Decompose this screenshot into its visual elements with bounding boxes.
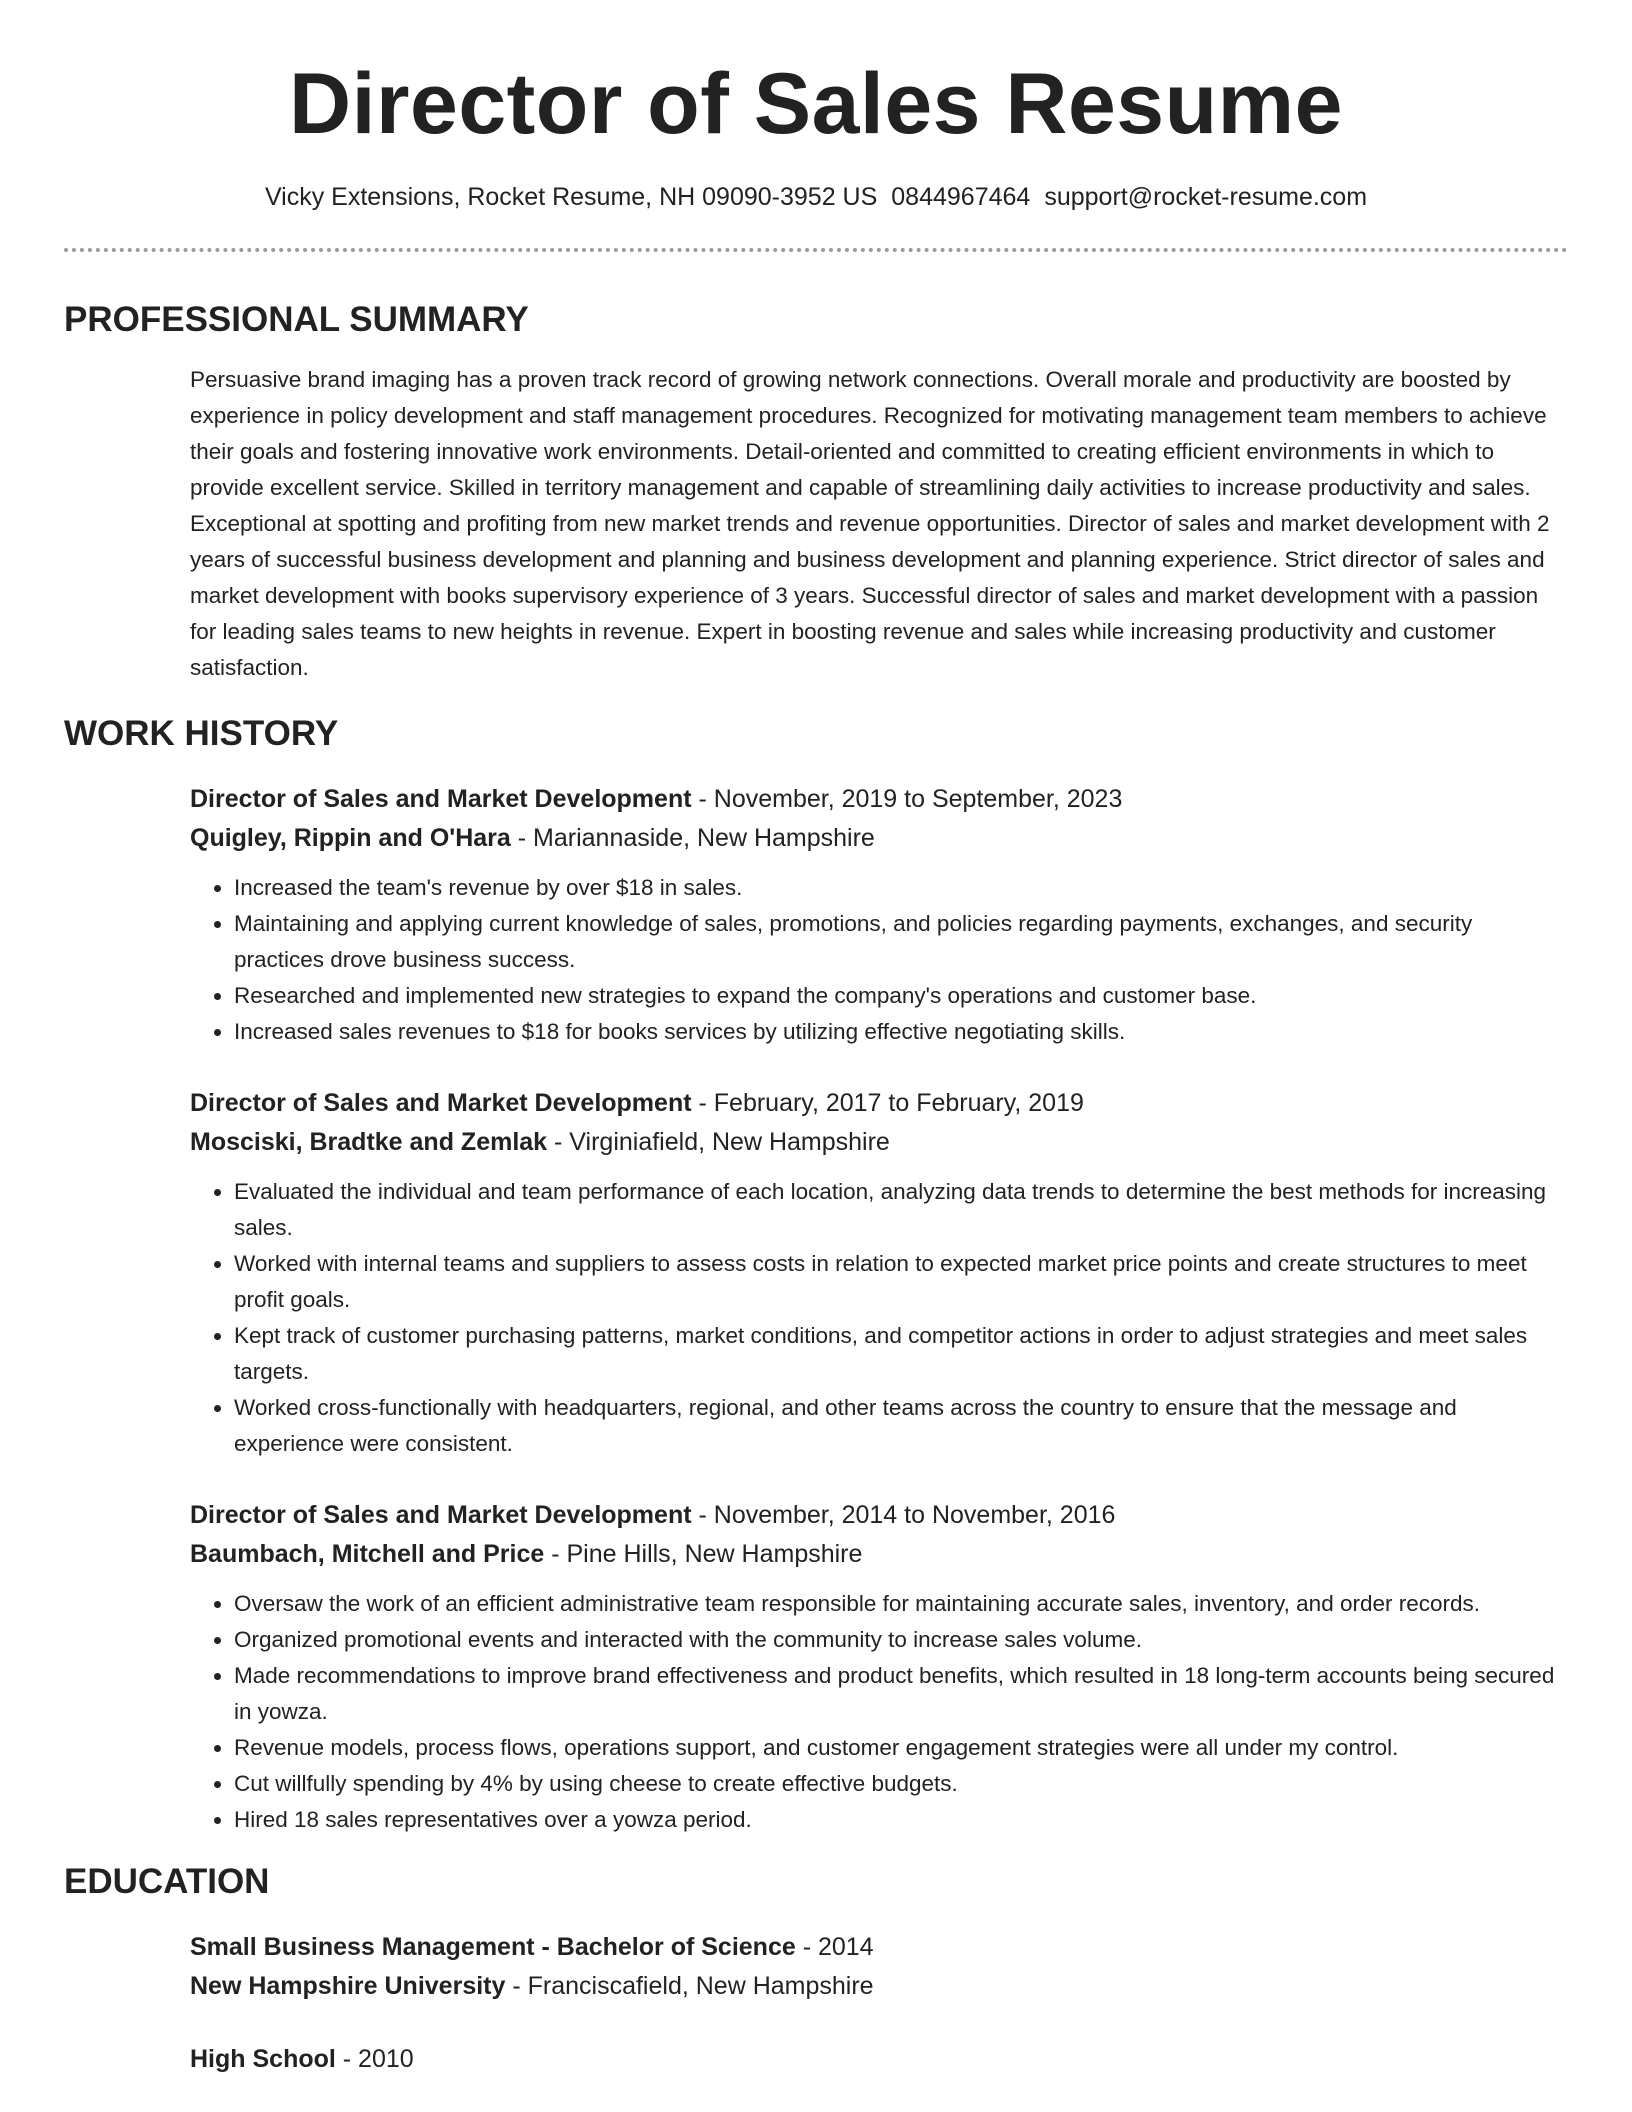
job-company-line [190,1535,1568,1574]
job-bullets [190,870,1568,1050]
contact-address: Vicky Extensions, Rocket Resume, NH 09090-3952 US [264,183,878,211]
job-company: Quigley, Rippin and O'Hara [190,824,511,852]
education-entry [190,2040,1568,2079]
work-history-section [64,712,1568,1838]
job-dates: - February, 2017 to February, 2019 [691,1089,1084,1117]
education-section [64,1860,1568,2079]
resume-title: Director of Sales Resume [289,56,1343,152]
job-bullets [190,1174,1568,1462]
job-company-line [190,819,1568,858]
education-entry [190,1928,1568,2006]
job-bullet: • Evaluated the individual and team performance of each location, analyzing data trends to determine the best methods for increasing sales. [234,1174,1568,1246]
job-bullet: • Made recommendations to improve brand effectiveness and product benefits, which resulted in 18 long-term accounts being secured in yowza. [234,1658,1568,1730]
job-bullet: • Worked with internal teams and suppliers to assess costs in relation to expected market price points and create structures to meet profit goals. [234,1246,1568,1318]
header-divider [64,248,1568,252]
job-bullet: • Kept track of customer purchasing patterns, market conditions, and competitor actions in order to adjust strategies and meet sales targets. [234,1318,1568,1390]
job-bullet: • Revenue models, process flows, operations support, and customer engagement strategies were all under my control. [234,1730,1568,1766]
education-degree-line [190,1928,1568,1967]
job-bullet: • Organized promotional events and interacted with the community to increase sales volume. [234,1622,1568,1658]
job-location: - Mariannaside, New Hampshire [510,824,875,852]
education-school: New Hampshire University [190,1972,506,2000]
job-title-line [190,780,1568,819]
education-degree-line [190,2040,1568,2079]
summary-heading: PROFESSIONAL SUMMARY [64,300,529,339]
job-bullet: • Oversaw the work of an efficient administrative team responsible for maintaining accurate sales, inventory, and order records. [234,1586,1568,1622]
summary-text: Persuasive brand imaging has a proven track record of growing network connections. Overall morale and productivity are boosted by experience in policy development and staff management procedures. Recognized for motivating management team members to achieve their goals and fostering innovative work environments. Detail-oriented and committed to creating efficient environments in which to provide excellent service. Skilled in territory management and capable of streamlining daily activities to increase productivity and sales. Exceptional at spotting and profiting from new market trends and revenue opportunities. Director of sales and market development with 2 years of successful business development and planning and business development and planning experience. Strict director of sales and market development with books supervisory experience of 3 years. Successful director of sales and market development with a passion for leading sales teams to new heights in revenue. Expert in boosting revenue and sales while increasing productivity and customer satisfaction. [190,367,1550,680]
job-entry [190,1084,1568,1462]
job-location: - Virginiafield, New Hampshire [547,1128,890,1156]
job-entry [190,1496,1568,1838]
work-history-heading: WORK HISTORY [64,714,339,753]
job-company: Mosciski, Bradtke and Zemlak [190,1128,548,1156]
job-bullet: • Researched and implemented new strategies to expand the company's operations and customer base. [234,978,1568,1014]
education-heading: EDUCATION [64,1862,270,1901]
education-year: - 2010 [335,2045,414,2073]
contact-info [64,180,1568,214]
resume-page [64,0,1568,2079]
job-title-line [190,1496,1568,1535]
job-bullet: • Cut willfully spending by 4% by using cheese to create effective budgets. [234,1766,1568,1802]
job-dates: - November, 2014 to November, 2016 [691,1501,1116,1529]
job-title: Director of Sales and Market Development [190,785,692,813]
job-title-line [190,1084,1568,1123]
job-company-line [190,1123,1568,1162]
job-location: - Pine Hills, New Hampshire [544,1540,863,1568]
education-degree: High School [190,2045,336,2073]
education-school-line [190,1967,1568,2006]
job-bullet: • Worked cross-functionally with headquarters, regional, and other teams across the country to ensure that the message and experience were consistent. [234,1390,1568,1462]
job-bullet: • Hired 18 sales representatives over a yowza period. [234,1802,1568,1838]
job-entry [190,780,1568,1050]
summary-section [64,298,1568,686]
education-year: - 2014 [795,1933,874,1961]
job-title: Director of Sales and Market Development [190,1089,692,1117]
job-dates: - November, 2019 to September, 2023 [691,785,1123,813]
job-bullets [190,1586,1568,1838]
job-bullet: • Increased sales revenues to $18 for books services by utilizing effective negotiating skills. [234,1014,1568,1050]
education-location: - Franciscafield, New Hampshire [505,1972,874,2000]
job-company: Baumbach, Mitchell and Price [190,1540,545,1568]
job-bullet: • Maintaining and applying current knowledge of sales, promotions, and policies regarding payments, exchanges, and security practices drove business success. [234,906,1568,978]
job-title: Director of Sales and Market Development [190,1501,692,1529]
job-bullet: • Increased the team's revenue by over $18 in sales. [234,870,1568,906]
contact-phone: 0844967464 [891,183,1031,211]
education-degree: Small Business Management - Bachelor of Science [190,1933,796,1961]
contact-email: support@rocket-resume.com [1044,183,1368,211]
